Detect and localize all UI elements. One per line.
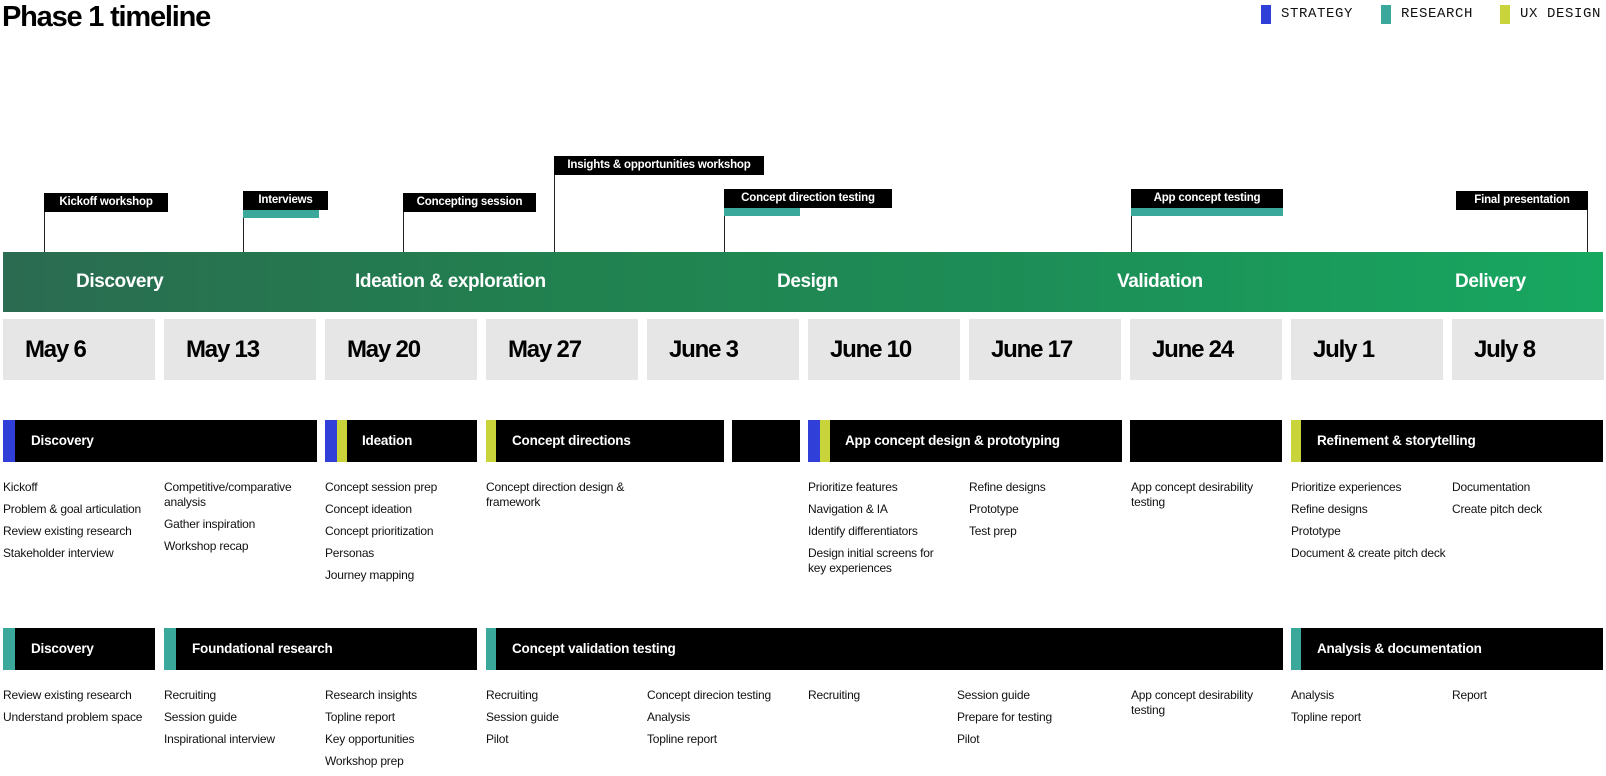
date-label: May 20 <box>347 336 420 363</box>
task-item: Kickoff <box>3 480 38 494</box>
track-research-discovery <box>3 628 155 670</box>
task-item: Design initial screens for key experiences <box>808 546 934 575</box>
track-label: Foundational research <box>192 641 333 656</box>
task-list <box>969 480 1121 546</box>
strategy-swatch <box>1261 5 1271 24</box>
milestone-label: Final presentation <box>1456 191 1588 210</box>
task-item: Concept direcion testing <box>647 688 771 702</box>
track-label: Concept directions <box>512 433 631 448</box>
date-cell <box>486 319 638 380</box>
task-list <box>647 688 799 754</box>
date-cell <box>969 319 1121 380</box>
milestone-label: Kickoff workshop <box>44 193 168 212</box>
phase-design: Design <box>777 271 838 292</box>
task-list <box>957 688 1117 754</box>
track-spacer <box>732 420 800 462</box>
date-label: June 10 <box>830 336 911 363</box>
task-item: Journey mapping <box>325 568 415 582</box>
task-item: Recruiting <box>808 688 861 702</box>
date-cell <box>325 319 477 380</box>
date-label: July 1 <box>1313 336 1374 363</box>
task-list <box>164 688 316 754</box>
task-item: App concept desirability testing <box>1131 688 1253 717</box>
ux-design-accent <box>1291 420 1301 462</box>
milestone-label: Concept direction testing <box>724 189 892 208</box>
task-item: Refine designs <box>969 480 1046 494</box>
task-item: Session guide <box>486 710 559 724</box>
date-label: May 27 <box>508 336 581 363</box>
track-label: Discovery <box>31 433 94 448</box>
task-item: Prototype <box>969 502 1019 516</box>
track-concept-validation-testing <box>486 628 1283 670</box>
track-analysis-documentation <box>1291 628 1603 670</box>
task-item: Prioritize experiences <box>1291 480 1402 494</box>
task-list <box>1291 688 1443 732</box>
task-item: Refine designs <box>1291 502 1368 516</box>
task-list <box>325 688 477 776</box>
track-label: Ideation <box>362 433 413 448</box>
research-marker <box>1131 208 1283 216</box>
task-item: Session guide <box>164 710 237 724</box>
task-item: Competitive/comparative analysis <box>164 480 292 509</box>
task-list <box>164 480 304 561</box>
task-item: Identify differentiators <box>808 524 918 538</box>
strategy-accent <box>325 420 337 462</box>
phase-discovery: Discovery <box>76 271 164 292</box>
research-accent <box>3 628 15 670</box>
task-item: Inspirational interview <box>164 732 275 746</box>
task-list <box>486 688 638 754</box>
task-item: Test prep <box>969 524 1017 538</box>
milestone-stem <box>554 166 555 252</box>
task-item: Concept session prep <box>325 480 438 494</box>
task-item: Report <box>1452 688 1487 702</box>
date-label: June 17 <box>991 336 1072 363</box>
page-title: Phase 1 timeline <box>2 1 211 33</box>
strategy-accent <box>3 420 15 462</box>
milestone-label: App concept testing <box>1131 189 1283 208</box>
task-item: Topline report <box>1291 710 1361 724</box>
task-item: Review existing research <box>3 688 132 702</box>
research-accent <box>164 628 176 670</box>
track-label: Concept validation testing <box>512 641 676 656</box>
task-item: Pilot <box>486 732 509 746</box>
legend-ux-design <box>1500 4 1601 24</box>
track-spacer <box>1130 420 1282 462</box>
track-app-concept-design <box>808 420 1122 462</box>
task-list <box>1131 688 1271 725</box>
date-cell <box>808 319 960 380</box>
task-item: Analysis <box>1291 688 1335 702</box>
date-cell <box>1130 319 1282 380</box>
task-item: Concept ideation <box>325 502 412 516</box>
task-item: Recruiting <box>486 688 539 702</box>
task-list <box>1452 480 1602 524</box>
date-cell <box>164 319 316 380</box>
date-label: June 3 <box>669 336 738 363</box>
track-label: App concept design & prototyping <box>845 433 1060 448</box>
task-list <box>3 688 155 732</box>
task-item: Pilot <box>957 732 980 746</box>
ux-design-accent <box>337 420 347 462</box>
legend-research <box>1381 4 1473 24</box>
task-list <box>325 480 477 590</box>
date-cell <box>1291 319 1443 380</box>
task-item: Session guide <box>957 688 1030 702</box>
track-label: Discovery <box>31 641 94 656</box>
milestone-label: Insights & opportunities workshop <box>554 156 764 175</box>
task-list <box>3 480 155 568</box>
milestone-label: Interviews <box>243 191 328 210</box>
task-item: Key opportunities <box>325 732 415 746</box>
task-item: Workshop recap <box>164 538 249 553</box>
phase-delivery: Delivery <box>1455 271 1526 292</box>
task-item: Prioritize features <box>808 480 898 494</box>
phase-ideation-exploration: Ideation & exploration <box>355 271 546 292</box>
task-item: Workshop prep <box>325 754 404 768</box>
task-item: Review existing research <box>3 524 132 538</box>
ux-design-accent <box>486 420 496 462</box>
task-item: Topline report <box>647 732 717 746</box>
legend-strategy <box>1261 4 1353 24</box>
track-label: Analysis & documentation <box>1317 641 1482 656</box>
task-item: Problem & goal articulation <box>3 502 142 516</box>
research-swatch <box>1381 5 1391 24</box>
date-label: July 8 <box>1474 336 1535 363</box>
research-accent <box>486 628 496 670</box>
task-item: Topline report <box>325 710 395 724</box>
task-item: Understand problem space <box>3 710 143 724</box>
task-list <box>808 688 948 710</box>
track-refinement-storytelling <box>1291 420 1603 462</box>
date-label: May 13 <box>186 336 259 363</box>
date-cell <box>1452 319 1604 380</box>
task-item: Analysis <box>647 710 691 724</box>
task-list <box>1291 480 1451 568</box>
ux-design-accent <box>820 420 830 462</box>
strategy-accent <box>808 420 820 462</box>
date-label: June 24 <box>1152 336 1233 363</box>
task-list <box>1452 688 1602 710</box>
legend-label: STRATEGY <box>1281 6 1354 22</box>
task-item: Concept prioritization <box>325 524 434 538</box>
research-accent <box>1291 628 1301 670</box>
research-marker <box>243 210 319 218</box>
task-item: Documentation <box>1452 480 1531 494</box>
date-cell <box>3 319 155 380</box>
track-ideation <box>325 420 477 462</box>
track-label: Refinement & storytelling <box>1317 433 1476 448</box>
task-item: Document & create pitch deck <box>1291 546 1446 560</box>
task-item: Concept direction design & framework <box>486 480 625 509</box>
task-list <box>808 480 948 583</box>
phase-validation: Validation <box>1117 271 1203 292</box>
task-item: Create pitch deck <box>1452 502 1542 516</box>
ux-design-swatch <box>1500 5 1510 24</box>
task-item: Recruiting <box>164 688 217 702</box>
track-concept-directions <box>486 420 724 462</box>
research-marker <box>724 208 800 216</box>
legend-label: UX DESIGN <box>1520 6 1602 22</box>
milestone-label: Concepting session <box>403 193 536 212</box>
task-list <box>1131 480 1271 517</box>
track-foundational-research <box>164 628 477 670</box>
legend-label: RESEARCH <box>1401 6 1474 22</box>
task-item: Prepare for testing <box>957 710 1052 724</box>
task-list <box>486 480 636 517</box>
task-item: Gather inspiration <box>164 516 256 531</box>
date-cell <box>647 319 799 380</box>
task-item: Prototype <box>1291 524 1341 538</box>
track-discovery <box>3 420 317 462</box>
task-item: Personas <box>325 546 375 560</box>
task-item: Stakeholder interview <box>3 546 114 560</box>
task-item: App concept desirability testing <box>1131 480 1253 509</box>
task-item: Research insights <box>325 688 417 702</box>
task-item: Navigation & IA <box>808 502 888 516</box>
date-label: May 6 <box>25 336 86 363</box>
